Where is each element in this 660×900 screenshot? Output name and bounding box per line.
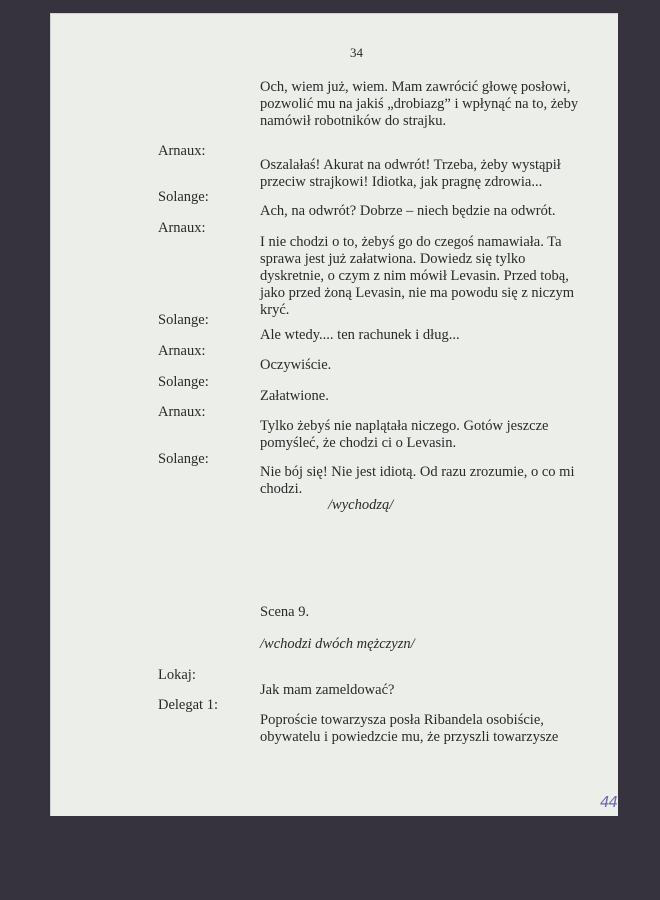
speech-line: jako przed żoną Levasin, nie ma powodu się z niczym [260,285,575,301]
speech [260,712,560,746]
speaker-label: Solange: [158,451,209,467]
speech-line: Tylko żebyś nie naplątała niczego. Gotów jeszcze [260,418,549,434]
speech-line: Poproście towarzysza posła Ribandela osobiście, [260,712,544,728]
speech-line: Ach, na odwrót? Dobrze – niech będzie na odwrót. [260,203,556,219]
stage-direction-exit: /wychodzą/ [328,497,394,513]
speech [260,234,575,319]
page-number: 34 [350,45,363,60]
handwritten-page-number: 44 [600,793,618,811]
speech-line: pozwolić mu na jakiś „drobiazg” i wpłynąć na to, żeby [260,96,579,112]
stage-direction-enter: /wchodzi dwóch mężczyzn/ [260,636,415,652]
speech-line: Jak mam zameldować? [260,682,395,698]
speech-line: namówił robotników do strajku. [260,113,447,129]
speaker-label: Solange: [158,374,209,390]
speech-line: Oczywiście. [260,357,332,373]
scene-title: Scena 9. [260,604,310,620]
speech [260,464,575,498]
speech [260,203,560,220]
speech [260,682,560,699]
speech [260,157,560,191]
speaker-label: Delegat 1: [158,697,218,713]
speaker-label: Arnaux: [158,404,206,420]
speech-line: Oszalałaś! Akurat na odwrót! Trzeba, żeby wystąpił [260,157,561,173]
speech [260,388,560,405]
speaker-label: Arnaux: [158,143,206,159]
speech [260,327,560,344]
speech-line: Załatwione. [260,388,329,404]
speech-line: obywatelu i powiedzcie mu, że przyszli towarzysze [260,729,559,745]
speech-line: chodzi. [260,481,303,497]
speech [260,357,560,374]
speech-line: dyskretnie, o czym z nim mówił Levasin. Przed tobą, [260,268,569,284]
speech-line: I nie chodzi o to, żebyś go do czegoś namawiała. Ta [260,234,562,250]
speaker-label: Arnaux: [158,220,206,236]
speaker-label: Solange: [158,312,209,328]
speaker-label: Solange: [158,189,209,205]
speech-line: kryć. [260,302,290,318]
speech [260,418,560,452]
speaker-label: Arnaux: [158,343,206,359]
speech-line: pomyśleć, że chodzi ci o Levasin. [260,435,457,451]
speaker-label: Lokaj: [158,667,196,683]
speech-line: Ale wtedy.... ten rachunek i dług... [260,327,460,343]
speech-line: przeciw strajkowi! Idiotka, jak pragnę zdrowia... [260,174,543,190]
speech-line: Nie bój się! Nie jest idiotą. Od razu zrozumie, o co mi [260,464,575,480]
speech-line: sprawa jest już załatwiona. Dowiedz się tylko [260,251,526,267]
opening-speech [260,79,579,130]
speech-line: Och, wiem już, wiem. Mam zawrócić głowę posłowi, [260,79,571,95]
